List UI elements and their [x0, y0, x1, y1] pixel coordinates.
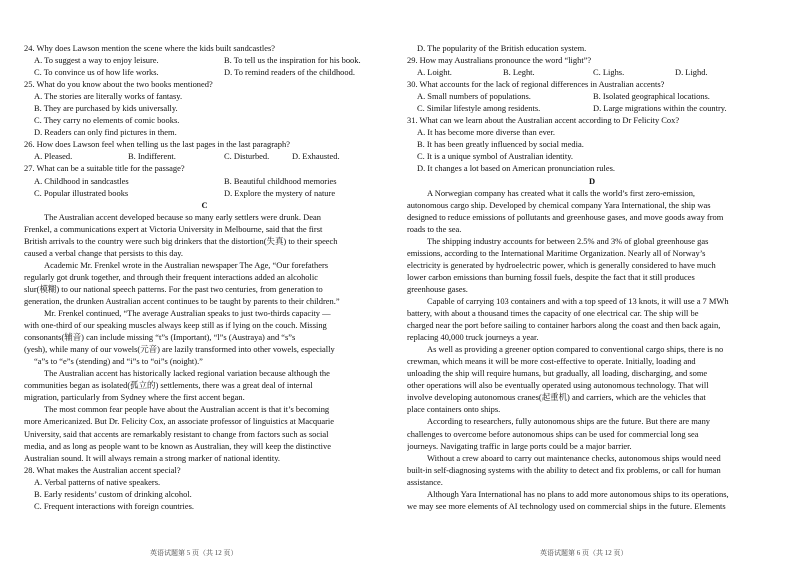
passage-line: University, said that accents are remarkably resistant to change from factors such as social — [24, 428, 329, 439]
q31-stem: 31. What can we learn about the Australian accent according to Dr Felicity Cox? — [407, 115, 680, 126]
passage-line: assistance. — [407, 476, 443, 487]
passage-d-paragraph-2 — [407, 235, 777, 295]
passage-line: communities began as isolated(孤立的) settlements, there was a great deal of internal — [24, 380, 313, 391]
passage-d-paragraph-1 — [407, 187, 777, 235]
section-c-heading: C — [201, 199, 208, 210]
q26-option-d: D. Exhausted. — [292, 151, 340, 162]
q28-option-d: D. The popularity of the British education system. — [417, 43, 587, 53]
q26-option-c: C. Disturbed. — [224, 151, 270, 162]
q27-option-a: A. Childhood in sandcastles — [34, 175, 129, 186]
passage-line: British arrivals to the country were such big drinkers that the distortion(失真) to their speech — [24, 235, 338, 246]
passage-line: Although Yara International has no plans to add more autonomous ships to its operations, — [427, 488, 729, 499]
passage-line: generation, the drunken Australian accent continues to be taught by parents to their children.” — [24, 295, 340, 306]
passage-d-paragraph-4 — [407, 343, 777, 415]
passage-line: regularly got drunk together, and through their frequent interactions added an alcoholic — [24, 271, 318, 282]
passage-line: journeys. Navigating traffic in large ports could be a major barrier. — [407, 440, 632, 451]
passage-line: Australian sound. It will always remain a strong marker of national identity. — [24, 452, 281, 463]
passage-c-paragraph-3 — [24, 307, 385, 367]
q24-option-b: B. To tell us the inspiration for his book. — [224, 55, 361, 66]
q26-options — [24, 150, 385, 162]
passage-c-paragraph-1 — [24, 211, 385, 259]
q30-options-row2 — [407, 102, 777, 114]
passage-line: we may see more elements of AI technology used on commercial ships in the future. Elements — [407, 500, 726, 511]
passage-line: Capable of carrying 103 containers and with a top speed of 13 knots, it will use a 7 MWh — [427, 295, 729, 306]
q31-option-d: D. It changes a lot based on American pronunciation rules. — [417, 163, 615, 174]
passage-line: The Australian accent has historically lacked regional variation because although the — [44, 368, 330, 379]
q28-option-a: A. Verbal patterns of native speakers. — [34, 476, 161, 487]
passage-line: replacing 40,000 truck journeys a year. — [407, 332, 539, 343]
q25-option-a: A. The stories are literally works of fantasy. — [34, 91, 183, 102]
q25-option-d: D. Readers can only find pictures in them. — [34, 127, 177, 138]
passage-line: media, and as long as people want to be known as Australian, they will keep the distinctive — [24, 440, 331, 451]
passage-line: slur(模糊) to our national speech patterns. For the past two centuries, from generation to — [24, 283, 323, 294]
passage-line: Academic Mr. Frenkel wrote in the Australian newspaper The Age, “Our forefathers — [44, 259, 329, 270]
passage-line: crewman, which means it will be more cost-effective to operate. Initially, loading and — [407, 356, 696, 367]
q24-option-d: D. To remind readers of the childhood. — [224, 67, 355, 78]
q29-option-d: D. Lighd. — [675, 67, 708, 78]
passage-line: As well as providing a greener option compared to conventional cargo ships, there is no — [427, 344, 724, 355]
q27-options-row2 — [24, 187, 385, 199]
q31-option-a: A. It has become more diverse than ever. — [417, 127, 555, 138]
passage-c-paragraph-5 — [24, 403, 385, 463]
q24-options-row2 — [24, 66, 385, 78]
q30-option-a: A. Small numbers of populations. — [417, 91, 531, 102]
q30-stem: 30. What accounts for the lack of regional differences in Australian accents? — [407, 79, 665, 90]
right-page-column — [407, 42, 777, 512]
q26-option-a: A. Pleased. — [34, 151, 73, 162]
passage-line: According to researchers, fully autonomous ships are the future. But there are many — [427, 416, 711, 427]
passage-line: autonomous cargo ship. Developed by chemical company Yara International, the ship was — [407, 199, 711, 210]
q24-options-row1 — [24, 54, 385, 66]
left-page-footer: 英语试题第 5 页（共 12 页） — [150, 549, 238, 557]
passage-line: challenges to overcome before autonomous ships can be used for commercial long sea — [407, 428, 699, 439]
q27-stem: 27. What can be a suitable title for the passage? — [24, 163, 185, 174]
passage-line: involve developing autonomous cranes(起重机) and carriers, which are the vehicles that — [407, 392, 706, 403]
q27-option-c: C. Popular illustrated books — [34, 187, 129, 198]
q30-option-c: C. Similar lifestyle among residents. — [417, 103, 541, 114]
passage-line: battery, with about a thousand times the capacity of one electrical car. The ship will be — [407, 308, 699, 319]
q30-options-row1 — [407, 90, 777, 102]
q29-option-b: B. Leght. — [503, 67, 535, 78]
passage-line: The most common fear people have about the Australian accent is that it’s becoming — [44, 404, 330, 415]
section-d-heading: D — [588, 175, 596, 186]
q29-options — [407, 66, 777, 78]
q26-stem: 26. How does Lawson feel when telling us the last pages in the last paragraph? — [24, 139, 290, 150]
right-page-footer: 英语试题第 6 页（共 12 页） — [540, 549, 628, 557]
passage-line: The shipping industry accounts for between 2.5% and 3% of global greenhouse gas — [427, 235, 709, 246]
q28-option-c: C. Frequent interactions with foreign countries. — [34, 500, 195, 511]
passage-line: designed to reduce emissions of pollutants and greenhouse gases, and move goods away from — [407, 211, 724, 222]
q26-option-b: B. Indifferent. — [128, 151, 176, 162]
passage-line: Without a crew aboard to carry out maintenance checks, autonomous ships would need — [427, 452, 721, 463]
passage-line: other operations will also be eventually operated using autonomous technology. That will — [407, 380, 709, 391]
passage-d-paragraph-6 — [407, 452, 777, 488]
q29-stem: 29. How may Australians pronounce the word “light”? — [407, 55, 592, 66]
passage-line: migration, particularly from Sydney where the first accent began. — [24, 392, 245, 403]
q25-stem: 25. What do you know about the two books mentioned? — [24, 79, 213, 90]
passage-line: unloading the ship will require humans, but gradually, all loading, discharging, and some — [407, 368, 708, 379]
passage-d-paragraph-7 — [407, 488, 777, 512]
q25-option-c: C. They carry no elements of comic books. — [34, 115, 180, 126]
left-page-column — [24, 42, 385, 512]
passage-d-paragraph-5 — [407, 415, 777, 451]
q24-option-c: C. To convince us of how life works. — [34, 67, 159, 78]
passage-line: roads to the sea. — [407, 223, 462, 234]
q29-option-c: C. Lighs. — [593, 67, 625, 78]
q25-option-b: B. They are purchased by kids universally. — [34, 103, 178, 114]
passage-line: electricity is generated by hydroelectric power, which is generally considered to have much — [407, 259, 716, 270]
passage-d-paragraph-3 — [407, 295, 777, 343]
q24-stem: 24. Why does Lawson mention the scene where the kids built sandcastles? — [24, 43, 276, 53]
q30-option-d: D. Large migrations within the country. — [593, 103, 727, 114]
passage-line: more Americanized. But Dr. Felicity Cox, an associate professor of linguistics at Macquarie — [24, 416, 334, 427]
passage-line: A Norwegian company has created what it calls the world’s first zero-emission, — [427, 187, 696, 198]
passage-line: built-in self-diagnosing systems with the ability to detect and fix problems, or call for human — [407, 464, 721, 475]
q27-options-row1 — [24, 175, 385, 187]
passage-line: consonants(辅音) can include missing “t”s (Important), “l”s (Austraya) and “s”s — [24, 332, 296, 343]
passage-line: place containers onto ships. — [407, 404, 501, 415]
passage-line: emissions, according to the International Maritime Organization. Nearly all of Norway’s — [407, 247, 706, 258]
passage-c-paragraph-4 — [24, 367, 385, 403]
passage-line: (yesh), while many of our vowels(元音) are lazily transformed into other vowels, especially — [24, 344, 335, 355]
passage-line: charged near the port before sailing to container harbors along the coast and then back again, — [407, 320, 721, 331]
passage-line: Frenkel, a communications expert at Victoria University in Melbourne, said that the first — [24, 223, 323, 234]
q30-option-b: B. Isolated geographical locations. — [593, 91, 710, 102]
passage-line: caused a verbal change that persists to this day. — [24, 247, 184, 258]
q31-option-b: B. It has been greatly influenced by social media. — [417, 139, 584, 150]
passage-c-paragraph-2 — [24, 259, 385, 307]
q29-option-a: A. Loight. — [417, 67, 452, 78]
q24-option-a: A. To suggest a way to enjoy leisure. — [34, 55, 159, 66]
passage-line: The Australian accent developed because so many early settlers were drunk. Dean — [44, 211, 321, 222]
q27-option-b: B. Beautiful childhood memories — [224, 175, 337, 186]
passage-line: with one-third of our speaking muscles always keep still as if lying on the couch. Missing — [24, 320, 327, 331]
q28-option-b: B. Early residents’ custom of drinking alcohol. — [34, 488, 192, 499]
q27-option-d: D. Explore the mystery of nature — [224, 187, 336, 198]
passage-line: Mr. Frenkel continued, “The average Australian speaks to just two-thirds capacity — — [44, 308, 331, 319]
passage-line: “a”s to “e”s (stending) and “i”s to “oi”s (noight).” — [34, 356, 203, 367]
passage-line: greenhouse gases. — [407, 283, 468, 294]
q28-stem: 28. What makes the Australian accent special? — [24, 464, 181, 475]
passage-line: lower carbon emissions than burning fossil fuels, despite the fact that it still produces — [407, 271, 695, 282]
q31-option-c: C. It is a unique symbol of Australian identity. — [417, 151, 573, 162]
